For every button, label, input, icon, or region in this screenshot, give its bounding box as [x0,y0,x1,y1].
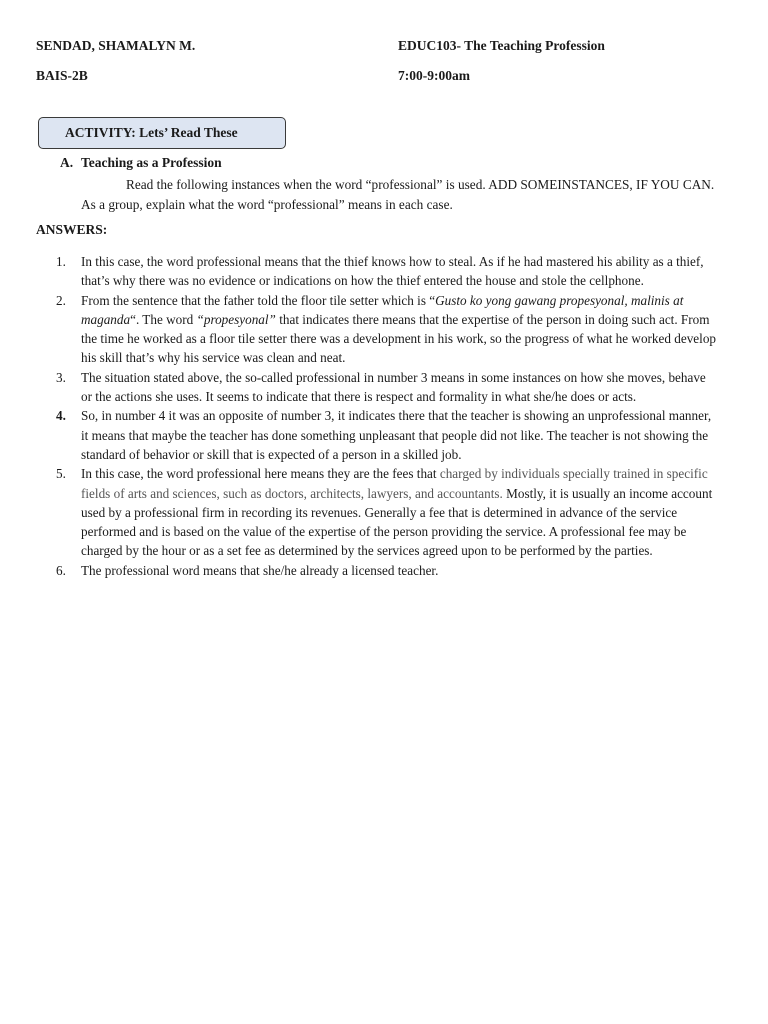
course-title: EDUC103- The Teaching Profession [398,38,605,53]
student-name: SENDAD, SHAMALYN M. [36,38,196,53]
answer-text-mid: “. The word [130,311,197,327]
section-a-title: Teaching as a Profession [81,155,222,170]
section-a-letter: A. [60,155,74,170]
answer-text-start: In this case, the word professional here means they are the fees that [81,466,440,482]
answer-number: 4. [56,408,66,424]
answer-text: The situation stated above, the so-called professional in number 3 means in some instances on how she moves, behave or the actions she uses. It seems to indicate that there is respect and formality in what she/he does or acts. [81,369,706,405]
answer-text: In this case, the word professional means that the thief knows how to steal. As if he had mastered his ability as a thief, that’s why there was no evidence or indications on how the thief entered the house and stole the cellphone. [81,254,704,289]
answer-text-end: Mostly, it is usually an income account used by a professional firm in recording its revenues. Generally a fee that is determined in advance of the service performed and is based on the value of the expertise of the person providing the service. A professional fee may be charged by the hour or as a set fee as determined by the services agreed upon to be performed by the parties. [81,485,713,559]
answer-item [56,561,718,580]
class-time: 7:00-9:00am [398,68,470,83]
answer-number: 5. [56,466,66,482]
answer-quote: Gusto ko yong gawang propesyonal, malinis at maganda [81,292,684,327]
answer-text-start: From the sentence that the father told the floor tile setter which is “ [81,292,436,308]
section-a-heading [60,155,222,171]
answer-quoted-definition: charged by individuals specially trained in specific fields of arts and sciences, such as doctors, architects, lawyers, and accountants. [81,466,708,501]
section-a-instructions: Read the following instances when the word “professional” is used. ADD SOMEINSTANCES, IF YOU CAN. As a group, explain what the word “professional” means in each case. [81,177,715,212]
answer-item [56,291,718,368]
answer-text: So, in number 4 it was an opposite of number 3, it indicates there that the teacher is showing an unprofessional manner, it means that maybe the teacher has done something unpleasant that people did not like. The teacher is not showing the standard of behavior or skill that is expected of a person in a skilled job. [81,408,712,462]
answer-number: 2. [56,292,66,308]
class-section: BAIS-2B [36,68,88,83]
answer-number: 3. [56,369,66,385]
answers-list [56,252,718,580]
answer-item [56,252,718,291]
answer-text: The professional word means that she/he already a licensed teacher. [81,562,439,578]
answer-number: 1. [56,254,66,269]
activity-title-box [38,117,286,149]
answer-item [56,406,718,464]
answers-label: ANSWERS: [36,222,108,237]
answer-number: 6. [56,562,66,578]
activity-title: ACTIVITY: Lets’ Read These [65,125,238,140]
answer-term: “propesyonal” [196,311,276,327]
answer-text-end: that indicates there means that the expertise of the person in doing such act. From the time he worked as a floor tile setter there was a development in his work, so the progress of what he worked develop his skill that’s why his service was clean and neat. [81,311,717,366]
answer-item [56,464,718,560]
answer-item [56,368,718,407]
